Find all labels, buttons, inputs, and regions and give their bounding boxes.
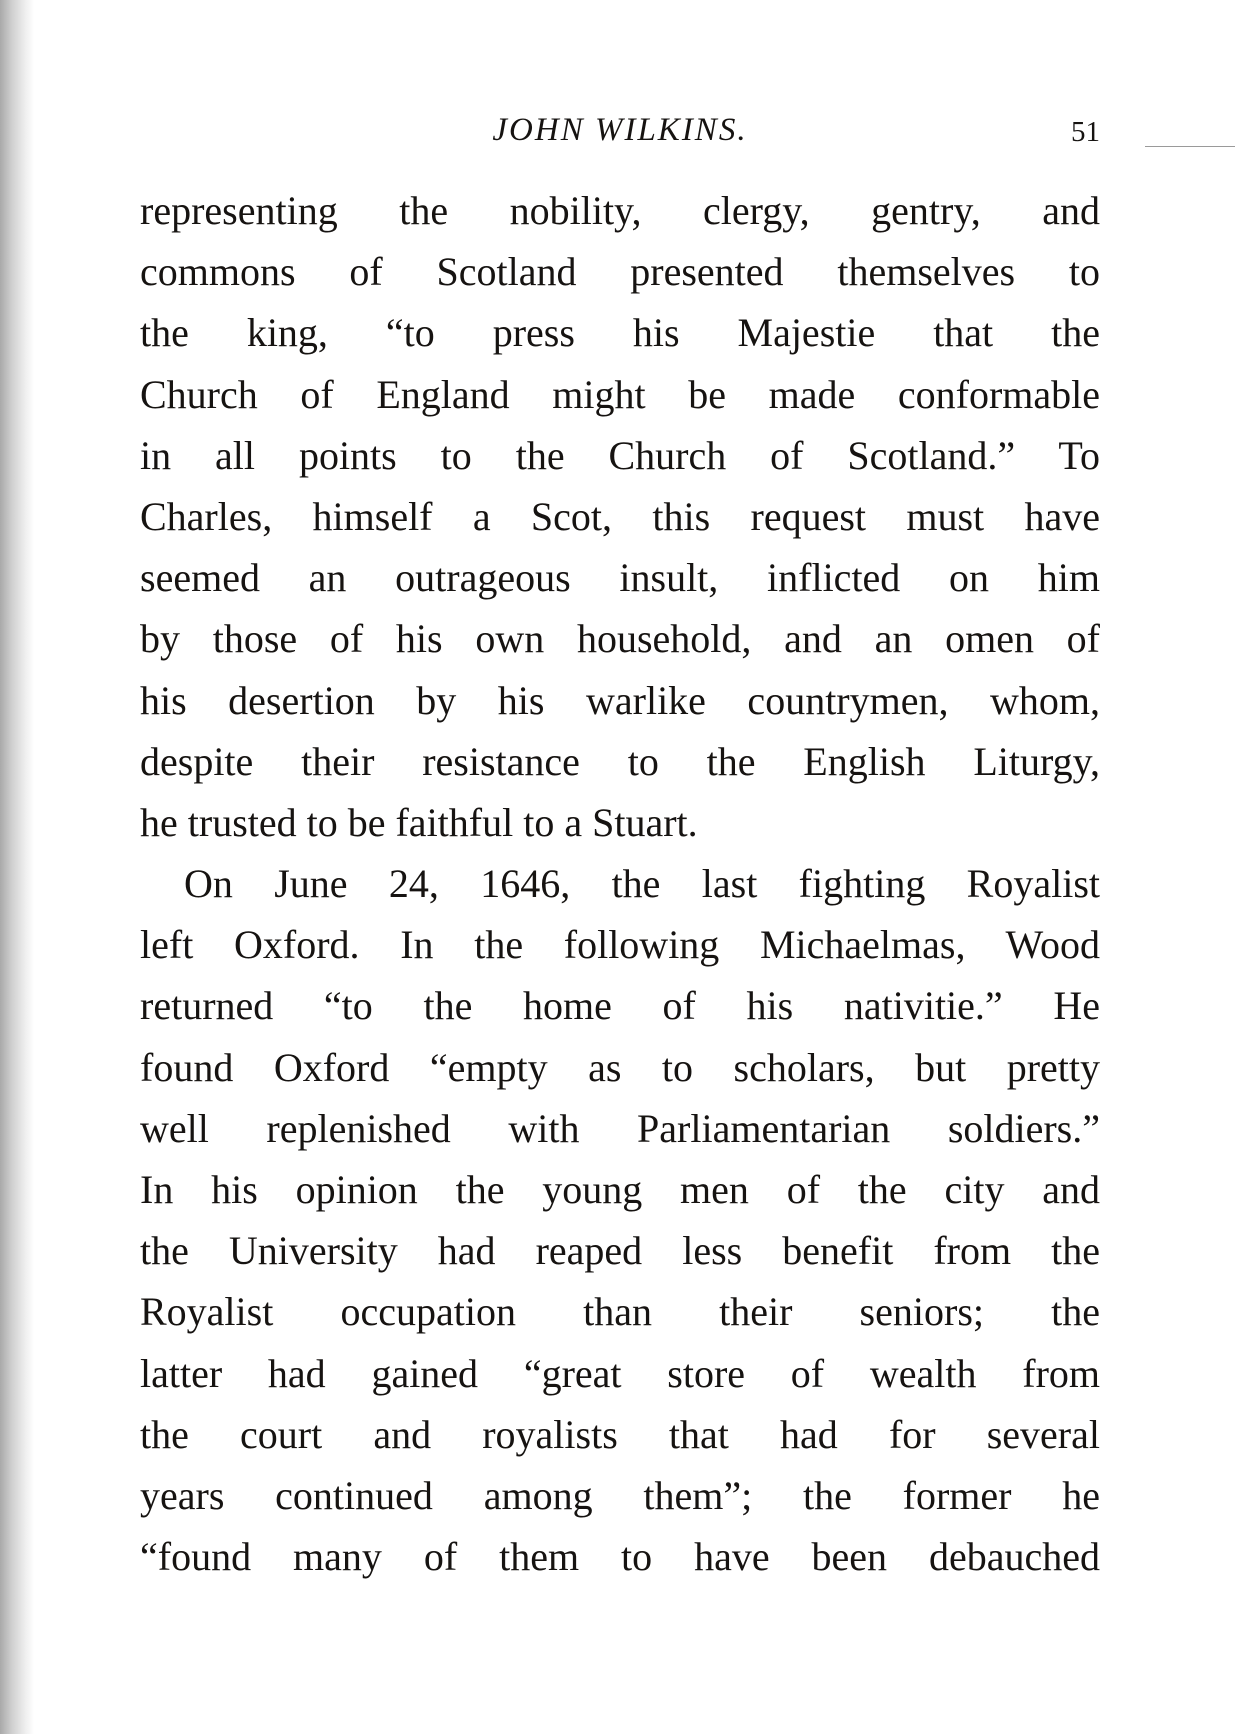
- text-line: “found many of them to have been debauched: [140, 1534, 1100, 1580]
- page-edge-shadow: [0, 0, 34, 1734]
- text-line: found Oxford “empty as to scholars, but pretty: [140, 1044, 1100, 1090]
- text-line: in all points to the Church of Scotland.” To: [140, 432, 1100, 478]
- page-header: [140, 112, 1100, 152]
- text-line: by those of his own household, and an omen of: [140, 616, 1100, 662]
- text-line: well replenished with Parliamentarian soldiers.”: [140, 1105, 1100, 1151]
- text-line: latter had gained “great store of wealth from: [140, 1350, 1100, 1396]
- body-text: [140, 180, 1100, 1587]
- text-line: Royalist occupation than their seniors; the: [140, 1289, 1100, 1335]
- paragraph-2: [140, 853, 1100, 1587]
- text-line: commons of Scotland presented themselves to: [140, 249, 1100, 295]
- text-line: the University had reaped less benefit from the: [140, 1228, 1100, 1274]
- page-number: 51: [1071, 116, 1100, 148]
- text-line: representing the nobility, clergy, gentry, and: [140, 188, 1100, 233]
- text-line: returned “to the home of his nativitie.” He: [140, 983, 1100, 1029]
- text-line: despite their resistance to the English Liturgy,: [140, 738, 1100, 784]
- text-line: he trusted to be faithful to a Stuart.: [140, 799, 698, 845]
- running-head: JOHN WILKINS.: [492, 112, 748, 148]
- text-line: the court and royalists that had for several: [140, 1411, 1100, 1457]
- text-line: the king, “to press his Majestie that the: [140, 310, 1100, 356]
- text-line: his desertion by his warlike countrymen, whom,: [140, 677, 1100, 723]
- paragraph-1: [140, 180, 1100, 853]
- text-line: left Oxford. In the following Michaelmas, Wood: [140, 922, 1100, 968]
- text-line: Charles, himself a Scot, this request must have: [140, 493, 1100, 539]
- text-line: On June 24, 1646, the last fighting Royalist: [184, 861, 1100, 907]
- header-rule: [1145, 146, 1235, 147]
- text-line: Church of England might be made conformable: [140, 371, 1100, 417]
- text-line: seemed an outrageous insult, inflicted on him: [140, 555, 1100, 601]
- text-line: In his opinion the young men of the city and: [140, 1167, 1100, 1212]
- text-line: years continued among them”; the former he: [140, 1472, 1100, 1518]
